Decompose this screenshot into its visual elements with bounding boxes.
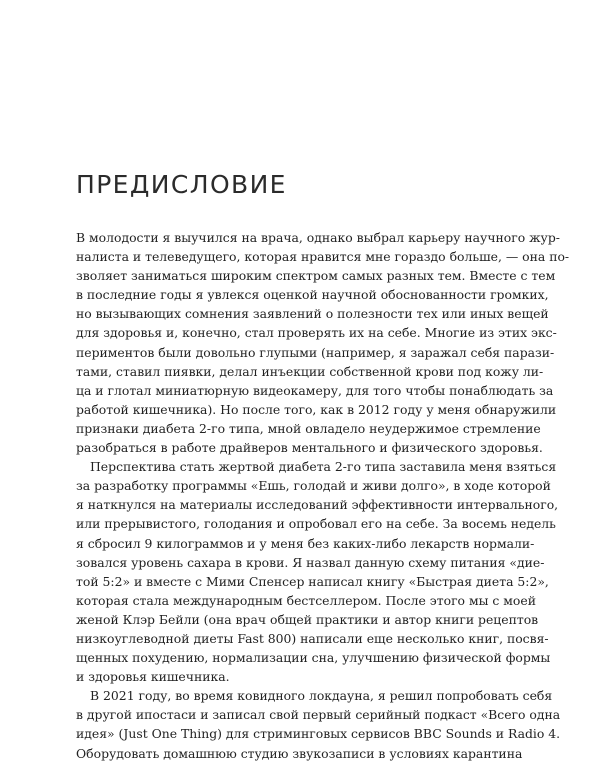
text-line: но вызывающих сомнения заявлений о полезности тех или иных вещей [76, 306, 549, 322]
text-line: щенных похудению, нормализации сна, улучшению физической формы [76, 650, 551, 666]
text-line: Перспектива стать жертвой диабета 2-го типа заставила меня взяться [90, 459, 557, 475]
text-line: периментов были довольно глупыми (например, я заражал себя парази- [76, 344, 555, 360]
text-line: В 2021 году, во время ковидного локдауна, я решил попробовать себя [90, 688, 553, 704]
paragraph-3 [76, 686, 561, 762]
text-line: для здоровья и, конечно, стал проверять их на себе. Многие из этих экс- [76, 325, 557, 341]
text-line: за разработку программы «Ешь, голодай и живи долго», в ходе которой [76, 478, 551, 494]
text-line: или прерывистого, голодания и опробовал его на себе. За восемь недель [76, 516, 556, 532]
text-line: разобраться в работе драйверов ментального и физического здоровья. [76, 440, 543, 456]
text-line: зовался уровень сахара в крови. Я назвал данную схему питания «дие- [76, 554, 545, 570]
text-line: женой Клэр Бейли (она врач общей практики и автор книги рецептов [76, 611, 539, 627]
text-line: в последние годы я увлекся оценкой научной обоснованности громких, [76, 287, 549, 303]
paragraph-1 [76, 228, 570, 457]
paragraph-2 [76, 457, 559, 686]
body-text [76, 228, 570, 763]
text-line: налиста и телеведущего, которая нравится мне гораздо больше, — она по- [76, 249, 570, 265]
text-line: признаки диабета 2-го типа, мной овладело неудержимое стремление [76, 420, 541, 436]
text-line: той 5:2» и вместе с Мими Спенсер написал книгу «Быстрая диета 5:2», [76, 573, 549, 589]
text-line: которая стала международным бестселлером. После этого мы с моей [76, 592, 536, 608]
text-line: в другой ипостаси и записал свой первый серийный подкаст «Всего одна [76, 707, 561, 723]
text-line: тами, ставил пиявки, делал инъекции собственной крови под кожу ли- [76, 363, 544, 379]
chapter-heading: ПРЕДИСЛОВИЕ [76, 170, 287, 199]
text-line: ца и глотал миниатюрную видеокамеру, для того чтобы понаблюдать за [76, 382, 554, 398]
text-line: В молодости я выучился на врача, однако выбрал карьеру научного жур- [76, 230, 560, 245]
text-line: работой кишечника). Но после того, как в 2012 году у меня обнаружили [76, 401, 557, 417]
text-line: и здоровья кишечника. [76, 669, 230, 685]
text-line: Оборудовать домашнюю студию звукозаписи в условиях карантина [76, 745, 523, 761]
text-line: зволяет заниматься широким спектром самых разных тем. Вместе с тем [76, 268, 556, 284]
text-line: я сбросил 9 килограммов и у меня без каких-либо лекарств нормали- [76, 535, 535, 551]
text-line: я наткнулся на материалы исследований эффективности интервального, [76, 497, 559, 513]
text-line: низкоуглеводной диеты Fast 800) написали еще несколько книг, посвя- [76, 630, 549, 646]
text-line: идея» (Just One Thing) для стриминговых сервисов BBC Sounds и Radio 4. [76, 726, 561, 742]
